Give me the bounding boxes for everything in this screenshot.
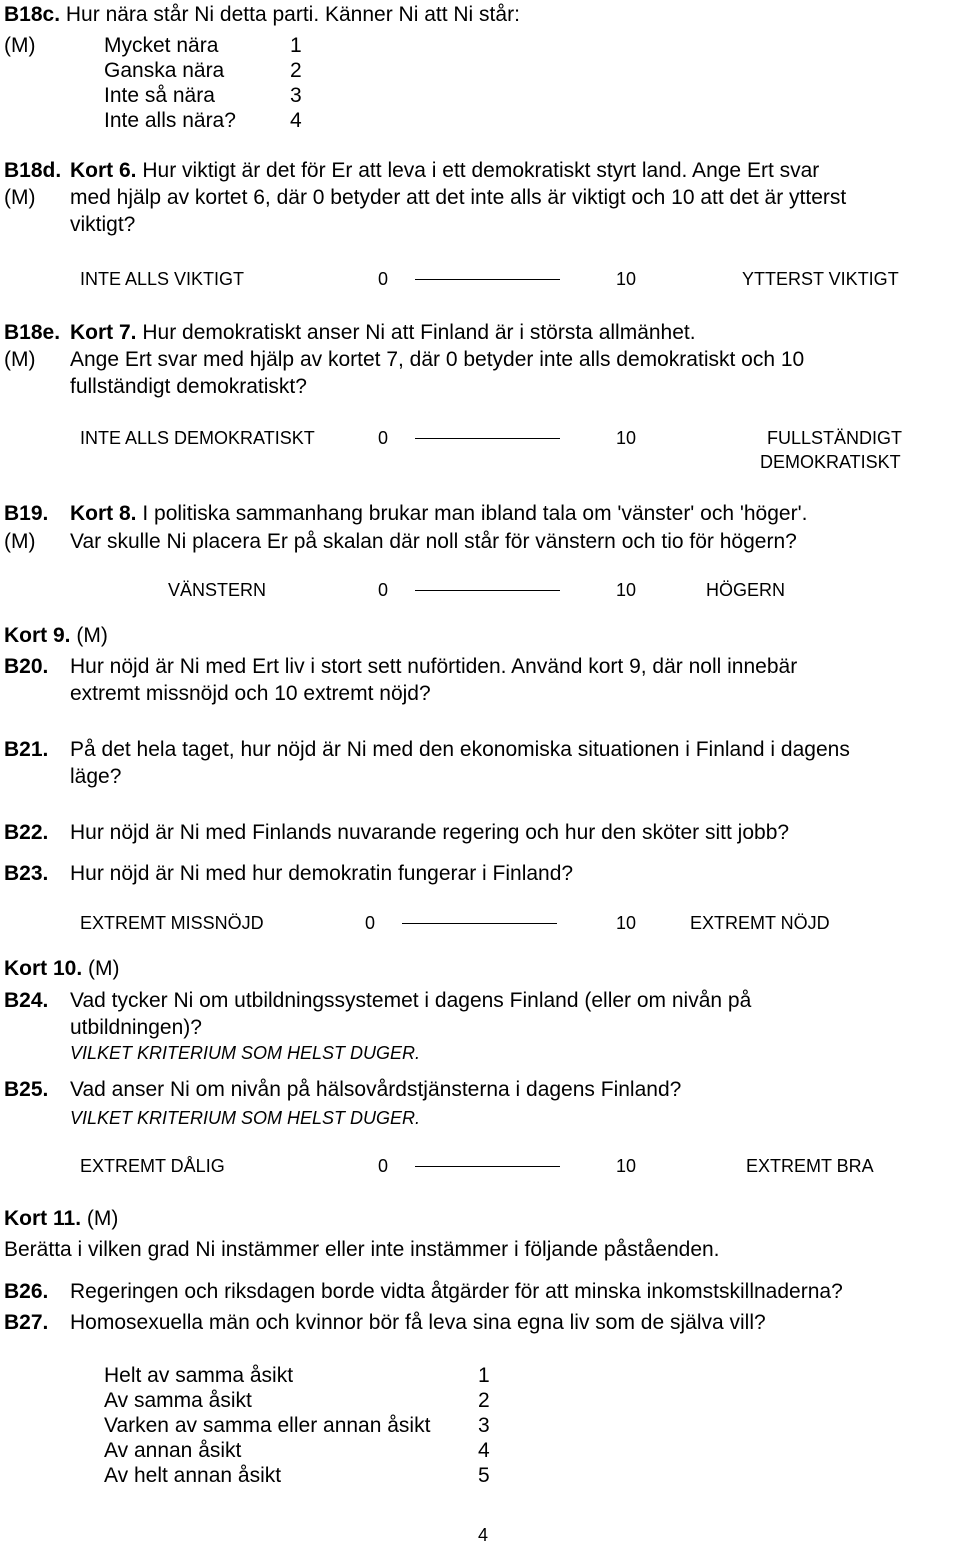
kort11-mode: (M)	[86, 1207, 119, 1230]
b23-scale-line	[402, 923, 557, 924]
b27-option-code: 4	[478, 1439, 490, 1462]
b24-line-1: Vad tycker Ni om utbildningssystemet i dagens Finland (eller om nivån på	[70, 989, 752, 1012]
kort9-mode: (M)	[76, 624, 108, 647]
b18c-option-label: Mycket nära	[104, 34, 219, 57]
kort9-header	[4, 625, 108, 646]
b25-scale-high: 10	[616, 1156, 637, 1176]
b27-option-label: Av samma åsikt	[104, 1389, 252, 1412]
b18c-option-code: 2	[290, 59, 302, 82]
b19-text: I politiska sammanhang brukar man ibland tala om 'vänster' och 'höger'.	[142, 502, 808, 525]
b23-scale-low-label: EXTREMT MISSNÖJD	[80, 913, 264, 933]
kort11-card: Kort 11.	[4, 1207, 82, 1230]
b18d-id: B18d.	[4, 159, 62, 182]
b23-scale-low: 0	[365, 913, 376, 933]
b18c-option-code: 1	[290, 34, 302, 57]
b18e-id: B18e.	[4, 321, 61, 344]
b26-id: B26.	[4, 1280, 49, 1303]
b20-id: B20.	[4, 655, 49, 678]
b27-option-label: Varken av samma eller annan åsikt	[104, 1414, 431, 1437]
b23-scale-high: 10	[616, 913, 637, 933]
b19-scale-low-label: VÄNSTERN	[168, 580, 267, 600]
b18e-line-1	[70, 322, 696, 343]
b18c-question	[4, 4, 520, 25]
b25-id: B25.	[4, 1078, 49, 1101]
b18c-id: B18c.	[4, 3, 61, 26]
b25-line-1: Vad anser Ni om nivån på hälsovårdstjänsterna i dagens Finland?	[70, 1078, 682, 1101]
b19-line-2: Var skulle Ni placera Er på skalan där noll står för vänstern och tio för högern?	[70, 530, 797, 553]
b18e-text: Hur demokratiskt anser Ni att Finland är i största allmänhet.	[142, 321, 696, 344]
b19-id: B19.	[4, 502, 49, 525]
b18c-option-label: Ganska nära	[104, 59, 225, 82]
b21-id: B21.	[4, 738, 49, 761]
b18e-scale-high: 10	[616, 428, 637, 448]
b20-line-2: extremt missnöjd och 10 extremt nöjd?	[70, 682, 431, 705]
b18c-mode: (M)	[4, 34, 36, 57]
b19-card: Kort 8.	[70, 502, 137, 525]
b20-line-1: Hur nöjd är Ni med Ert liv i stort sett nuförtiden. Använd kort 9, där noll innebär	[70, 655, 798, 678]
kort10-card: Kort 10.	[4, 957, 83, 980]
b19-line-1	[70, 503, 807, 524]
b18d-text: Hur viktigt är det för Er att leva i ett demokratiskt styrt land. Ange Ert svar	[142, 159, 820, 182]
b23-id: B23.	[4, 862, 49, 885]
b27-option-code: 3	[478, 1414, 490, 1437]
b18c-option-code: 4	[290, 109, 302, 132]
b27-option-code: 1	[478, 1364, 490, 1387]
b19-mode: (M)	[4, 530, 36, 553]
b27-option-label: Av helt annan åsikt	[104, 1464, 282, 1487]
b18e-scale-low-label: INTE ALLS DEMOKRATISKT	[80, 428, 315, 448]
b18e-card: Kort 7.	[70, 321, 137, 344]
b18d-mode: (M)	[4, 186, 36, 209]
b18e-mode: (M)	[4, 348, 36, 371]
b18c-option-label: Inte så nära	[104, 84, 215, 107]
b18d-line-2: med hjälp av kortet 6, där 0 betyder att det inte alls är viktigt och 10 att det är ytterst	[70, 186, 847, 209]
kort10-mode: (M)	[88, 957, 120, 980]
b18d-scale-low-label: INTE ALLS VIKTIGT	[80, 269, 245, 289]
b27-option-code: 5	[478, 1464, 490, 1487]
b18d-line-1	[70, 160, 819, 181]
b24-note: VILKET KRITERIUM SOM HELST DUGER.	[70, 1043, 421, 1063]
b25-scale-high-label: EXTREMT BRA	[746, 1156, 874, 1176]
b25-scale-line	[415, 1166, 560, 1167]
b19-scale-high: 10	[616, 580, 637, 600]
b18d-scale-high-label: YTTERST VIKTIGT	[742, 269, 899, 289]
b22-line-1: Hur nöjd är Ni med Finlands nuvarande regering och hur den sköter sitt jobb?	[70, 821, 790, 844]
page-number: 4	[478, 1525, 489, 1545]
b27-option-label: Av annan åsikt	[104, 1439, 242, 1462]
b27-line-1: Homosexuella män och kvinnor bör få leva sina egna liv som de själva vill?	[70, 1311, 766, 1334]
b18d-line-3: viktigt?	[70, 213, 136, 236]
b23-scale-high-label: EXTREMT NÖJD	[690, 913, 830, 933]
b18e-scale-line	[415, 438, 560, 439]
b19-scale-high-label: HÖGERN	[706, 580, 786, 600]
kort11-header	[4, 1208, 118, 1229]
b18c-option-code: 3	[290, 84, 302, 107]
b18e-line-2: Ange Ert svar med hjälp av kortet 7, där 0 betyder inte alls demokratiskt och 10	[70, 348, 805, 371]
b27-option-code: 2	[478, 1389, 490, 1412]
b22-id: B22.	[4, 821, 49, 844]
b18e-scale-high-label: FULLSTÄNDIGT	[767, 428, 903, 448]
b18e-line-3: fullständigt demokratiskt?	[70, 375, 307, 398]
b25-scale-low-label: EXTREMT DÅLIG	[80, 1156, 225, 1176]
kort11-intro: Berätta i vilken grad Ni instämmer eller inte instämmer i följande påståenden.	[4, 1238, 720, 1261]
b25-scale-low: 0	[378, 1156, 389, 1176]
kort10-header	[4, 958, 120, 979]
b24-line-2: utbildningen)?	[70, 1016, 202, 1039]
kort9-card: Kort 9.	[4, 624, 71, 647]
b27-option-label: Helt av samma åsikt	[104, 1364, 294, 1387]
b21-line-2: läge?	[70, 765, 122, 788]
b18c-text: Hur nära står Ni detta parti. Känner Ni att Ni står:	[65, 3, 520, 26]
b23-line-1: Hur nöjd är Ni med hur demokratin fungerar i Finland?	[70, 862, 574, 885]
b18d-scale-high: 10	[616, 269, 637, 289]
b18e-scale-high-label: DEMOKRATISKT	[760, 452, 901, 472]
b27-id: B27.	[4, 1311, 49, 1334]
b24-id: B24.	[4, 989, 49, 1012]
b19-scale-line	[415, 590, 560, 591]
b26-line-1: Regeringen och riksdagen borde vidta åtgärder för att minska inkomstskillnaderna?	[70, 1280, 843, 1303]
b18d-card: Kort 6.	[70, 159, 137, 182]
b18c-option-label: Inte alls nära?	[104, 109, 236, 132]
b21-line-1: På det hela taget, hur nöjd är Ni med den ekonomiska situationen i Finland i dagens	[70, 738, 850, 761]
b18d-scale-low: 0	[378, 269, 389, 289]
b25-note: VILKET KRITERIUM SOM HELST DUGER.	[70, 1108, 421, 1128]
b19-scale-low: 0	[378, 580, 389, 600]
b18e-scale-low: 0	[378, 428, 389, 448]
b18d-scale-line	[415, 279, 560, 280]
